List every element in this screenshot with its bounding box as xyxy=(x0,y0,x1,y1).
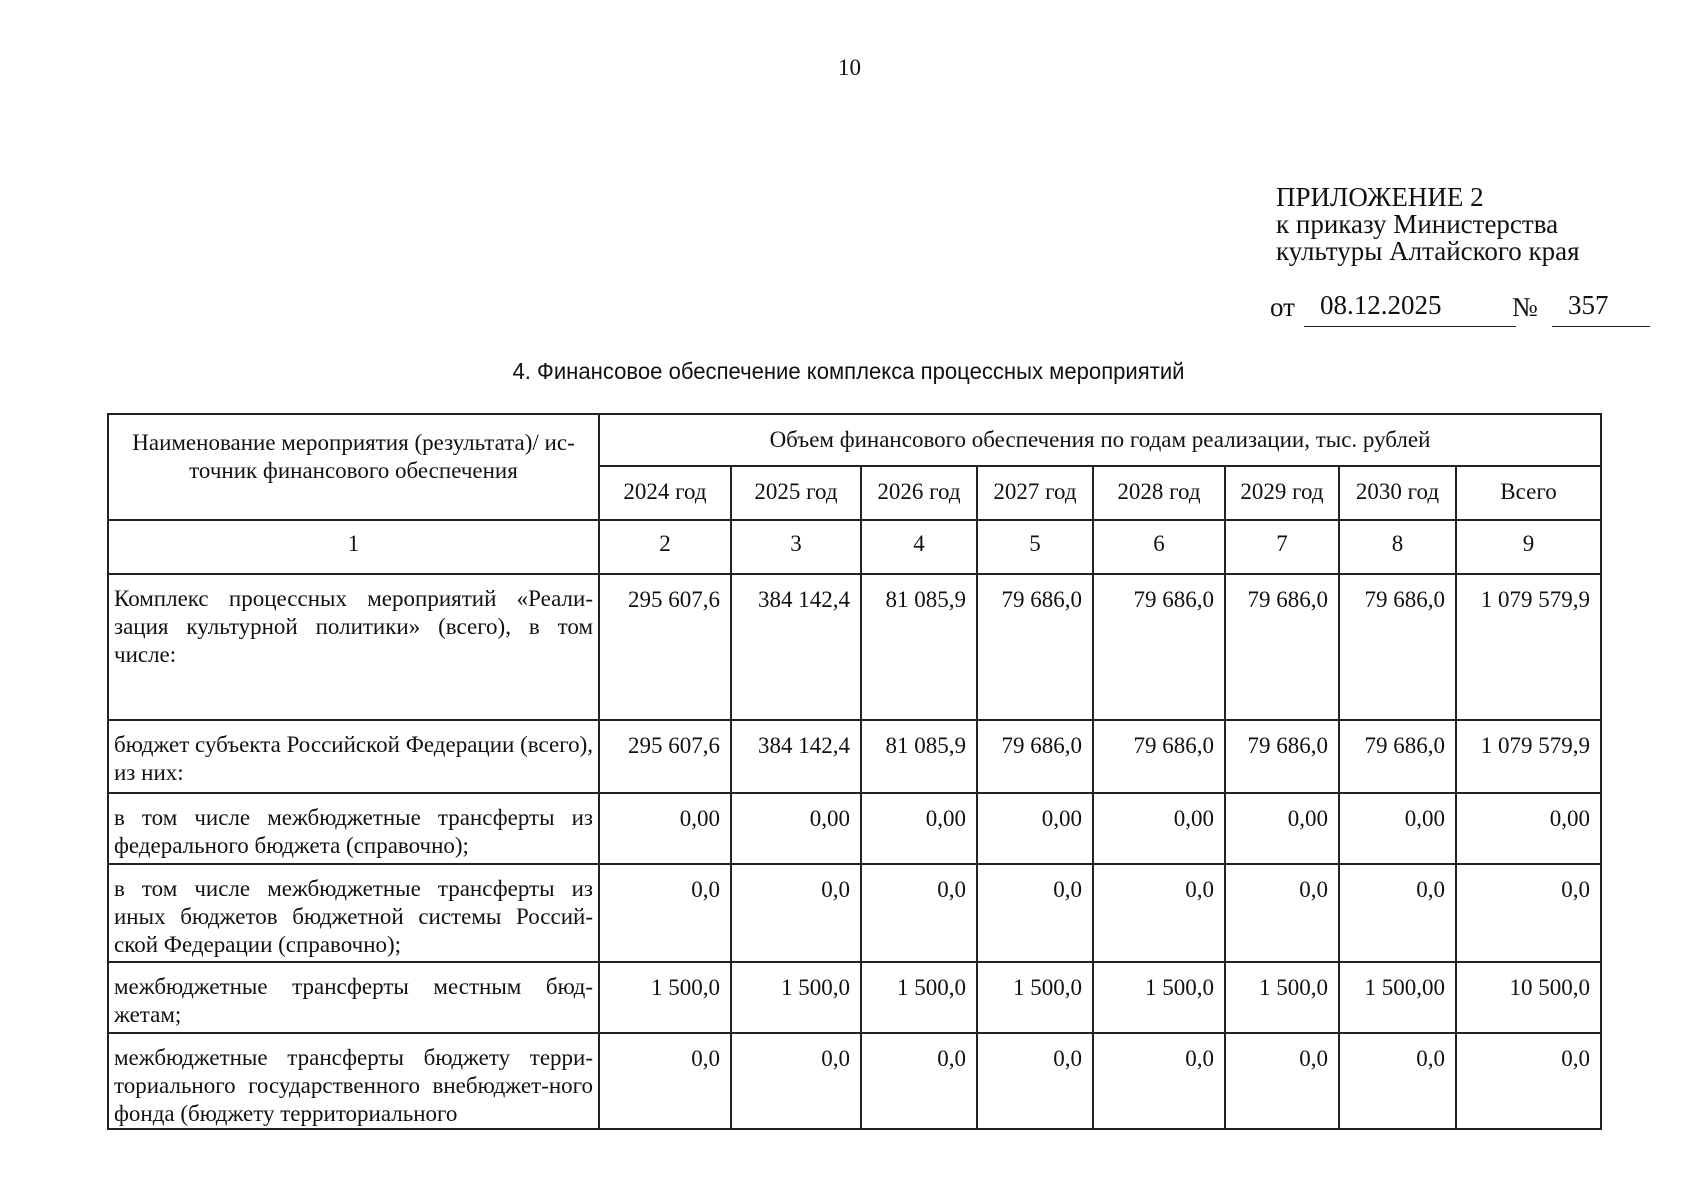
value-cell: 0,0 xyxy=(1225,864,1339,962)
value-cell: 0,0 xyxy=(977,864,1093,962)
table-row xyxy=(108,864,1601,962)
appendix-line-3: культуры Алтайского края xyxy=(1276,236,1580,266)
section-title: 4. Финансовое обеспечение комплекса процессных мероприятий xyxy=(512,358,1185,384)
column-number: 7 xyxy=(1225,520,1339,574)
value-cell: 81 085,9 xyxy=(861,720,977,793)
value-cell: 79 686,0 xyxy=(1093,574,1225,720)
appendix-title: ПРИЛОЖЕНИЕ 2 xyxy=(1276,182,1484,212)
value-cell: 79 686,0 xyxy=(1225,574,1339,720)
value-cell: 1 500,0 xyxy=(861,962,977,1033)
name-header: Наименование мероприятия (результата)/ ис-точник финансового обеспечения xyxy=(108,414,599,520)
funding-volume-header: Объем финансового обеспечения по годам реализации, тыс. рублей xyxy=(599,414,1601,466)
order-date-prefix: от xyxy=(1270,292,1295,322)
value-cell: 0,00 xyxy=(1093,793,1225,864)
value-cell: 0,0 xyxy=(1339,1033,1456,1129)
value-cell: 0,00 xyxy=(731,793,861,864)
value-cell: 1 500,0 xyxy=(1225,962,1339,1033)
order-line xyxy=(1270,290,1650,330)
value-cell: 295 607,6 xyxy=(599,720,731,793)
value-cell: 0,00 xyxy=(1456,793,1601,864)
value-cell: 0,00 xyxy=(1225,793,1339,864)
value-cell: 79 686,0 xyxy=(977,574,1093,720)
table-row xyxy=(108,962,1601,1033)
year-header: 2029 год xyxy=(1225,466,1339,520)
column-number: 9 xyxy=(1456,520,1601,574)
year-header: Всего xyxy=(1456,466,1601,520)
value-cell: 79 686,0 xyxy=(1093,720,1225,793)
column-number: 6 xyxy=(1093,520,1225,574)
order-number: 357 xyxy=(1552,290,1650,327)
value-cell: 295 607,6 xyxy=(599,574,731,720)
order-number-sign: № xyxy=(1512,292,1538,322)
row-label: в том числе межбюджетные трансферты из федерального бюджета (справочно); xyxy=(108,793,599,864)
value-cell: 0,0 xyxy=(1456,864,1601,962)
year-header: 2028 год xyxy=(1093,466,1225,520)
value-cell: 79 686,0 xyxy=(977,720,1093,793)
table-row xyxy=(108,793,1601,864)
column-number: 8 xyxy=(1339,520,1456,574)
column-number: 5 xyxy=(977,520,1093,574)
page-number: 10 xyxy=(838,55,861,80)
table-row xyxy=(108,1033,1601,1129)
column-number: 4 xyxy=(861,520,977,574)
value-cell: 0,00 xyxy=(1339,793,1456,864)
column-number: 3 xyxy=(731,520,861,574)
value-cell: 1 500,0 xyxy=(977,962,1093,1033)
value-cell: 0,00 xyxy=(977,793,1093,864)
appendix-line-2: к приказу Министерства xyxy=(1276,209,1559,239)
value-cell: 384 142,4 xyxy=(731,720,861,793)
value-cell: 0,00 xyxy=(861,793,977,864)
value-cell: 1 079 579,9 xyxy=(1456,574,1601,720)
value-cell: 0,0 xyxy=(861,864,977,962)
year-header: 2027 год xyxy=(977,466,1093,520)
value-cell: 79 686,0 xyxy=(1339,720,1456,793)
value-cell: 384 142,4 xyxy=(731,574,861,720)
row-label: Комплекс процессных мероприятий «Реали-зация культурной политики» (всего), в том числе: xyxy=(108,574,599,720)
value-cell: 0,0 xyxy=(731,1033,861,1129)
value-cell: 81 085,9 xyxy=(861,574,977,720)
column-number-row xyxy=(108,520,1601,574)
value-cell: 79 686,0 xyxy=(1225,720,1339,793)
value-cell: 79 686,0 xyxy=(1339,574,1456,720)
value-cell: 0,00 xyxy=(599,793,731,864)
year-header: 2026 год xyxy=(861,466,977,520)
column-number: 2 xyxy=(599,520,731,574)
value-cell: 10 500,0 xyxy=(1456,962,1601,1033)
value-cell: 0,0 xyxy=(599,864,731,962)
table-row xyxy=(108,720,1601,793)
header-row-1 xyxy=(108,414,1601,466)
appendix-block xyxy=(1276,184,1580,265)
value-cell: 0,0 xyxy=(1456,1033,1601,1129)
table-row xyxy=(108,574,1601,720)
value-cell: 1 500,0 xyxy=(599,962,731,1033)
column-number: 1 xyxy=(108,520,599,574)
row-label: межбюджетные трансферты местным бюд-жетам; xyxy=(108,962,599,1033)
value-cell: 0,0 xyxy=(599,1033,731,1129)
year-header: 2030 год xyxy=(1339,466,1456,520)
value-cell: 0,0 xyxy=(1093,1033,1225,1129)
value-cell: 0,0 xyxy=(1225,1033,1339,1129)
order-date: 08.12.2025 xyxy=(1304,290,1516,327)
row-label: в том числе межбюджетные трансферты из иных бюджетов бюджетной системы Россий-ской Федерации (справочно); xyxy=(108,864,599,962)
year-header: 2024 год xyxy=(599,466,731,520)
row-label: бюджет субъекта Российской Федерации (всего), из них: xyxy=(108,720,599,793)
value-cell: 1 500,0 xyxy=(1093,962,1225,1033)
value-cell: 0,0 xyxy=(731,864,861,962)
year-header: 2025 год xyxy=(731,466,861,520)
value-cell: 1 500,00 xyxy=(1339,962,1456,1033)
value-cell: 0,0 xyxy=(1093,864,1225,962)
row-label: межбюджетные трансферты бюджету терри-ториального государственного внебюджет-ного фонда (бюджету территориального xyxy=(108,1033,599,1129)
value-cell: 0,0 xyxy=(1339,864,1456,962)
value-cell: 1 500,0 xyxy=(731,962,861,1033)
value-cell: 0,0 xyxy=(977,1033,1093,1129)
value-cell: 1 079 579,9 xyxy=(1456,720,1601,793)
value-cell: 0,0 xyxy=(861,1033,977,1129)
financing-table xyxy=(107,413,1602,1130)
